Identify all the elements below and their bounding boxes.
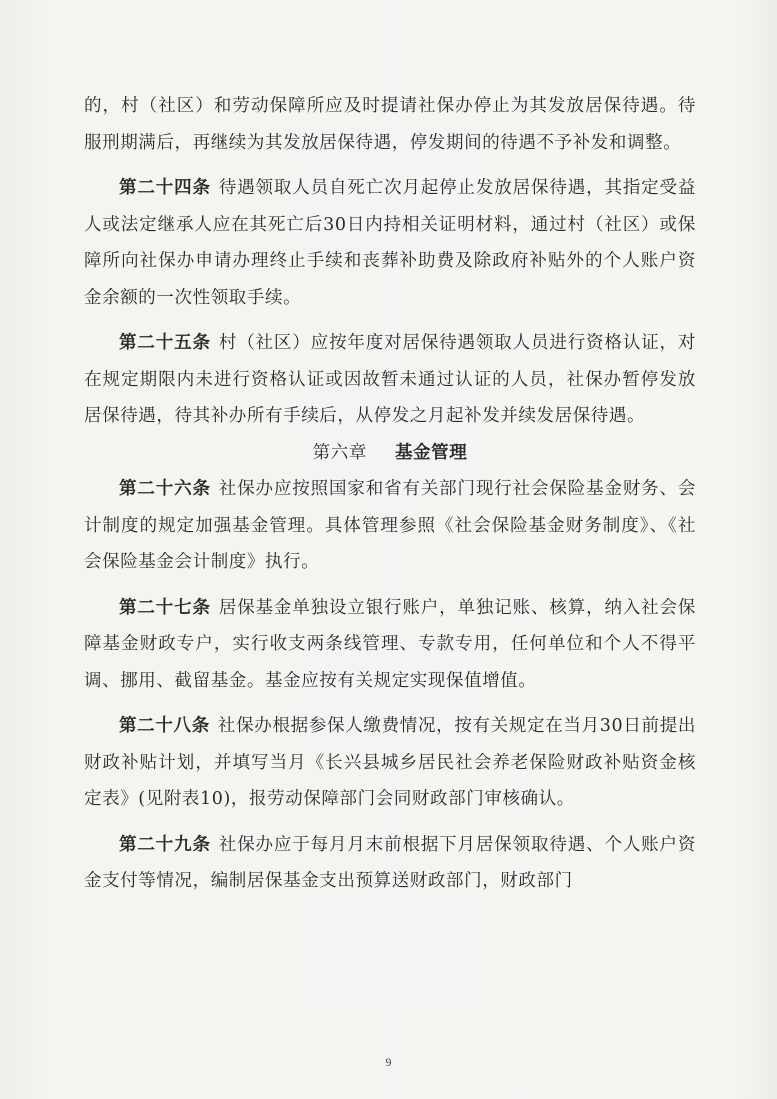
paragraph-continuation — [84, 88, 696, 161]
article-26 — [84, 471, 696, 581]
article-text: 待遇领取人员自死亡次月起停止发放居保待遇，其指定受益人或法定继承人应在其死亡后30日内持相关证明材料，通过村（社区）或保障所向社保办申请办理终止手续和丧葬补助费及除政府补贴外的个人账户资金余额的一次性领取手续。 — [84, 178, 697, 308]
page-number: 9 — [385, 1055, 392, 1069]
chapter-heading — [84, 435, 696, 472]
article-number: 第二十七条 — [119, 597, 211, 618]
page-body — [84, 88, 696, 900]
article-text: 社保办应按照国家和省有关部门现行社会保险基金财务、会计制度的规定加强基金管理。具体管理参照《社会保险基金财务制度》、《社会保险基金会计制度》执行。 — [84, 479, 697, 572]
article-number: 第二十八条 — [119, 716, 210, 736]
chapter-title: 基金管理 — [394, 442, 468, 463]
article-number: 第二十五条 — [119, 333, 211, 353]
article-text: 村（社区）应按年度对居保待遇领取人员进行资格认证，对在规定期限内未进行资格认证或因故暂未通过认证的人员，社保办暂停发放居保待遇，待其补办所有手续后，从停发之月起补发并续发居保待遇。 — [84, 333, 697, 426]
article-25 — [84, 325, 696, 435]
article-text: 居保基金单独设立银行账户，单独记账、核算，纳入社会保障基金财政专户，实行收支两条线管理、专款专用，任何单位和个人不得平调、挪用、截留基金。基金应按有关规定实现保值增值。 — [84, 597, 697, 691]
article-29 — [84, 827, 696, 900]
chapter-number: 第六章 — [312, 442, 367, 463]
article-27 — [84, 590, 696, 700]
article-number: 第二十六条 — [119, 479, 211, 499]
article-24 — [84, 170, 696, 316]
article-28 — [84, 708, 696, 818]
article-number: 第二十四条 — [119, 178, 211, 198]
article-text: 社保办应于每月月末前根据下月居保领取待遇、个人账户资金支付等情况，编制居保基金支出预算送财政部门，财政部门 — [84, 834, 697, 891]
paragraph-text: 的，村（社区）和劳动保障所应及时提请社保办停止为其发放居保待遇。待服刑期满后，再继续为其发放居保待遇，停发期间的待遇不予补发和调整。 — [84, 96, 696, 153]
article-number: 第二十九条 — [119, 834, 211, 855]
article-text: 社保办根据参保人缴费情况，按有关规定在当月30日前提出财政补贴计划，并填写当月《长兴县城乡居民社会养老保险财政补贴资金核定表》(见附表10)，报劳动保障部门会同财政部门审核确认。 — [84, 716, 696, 809]
